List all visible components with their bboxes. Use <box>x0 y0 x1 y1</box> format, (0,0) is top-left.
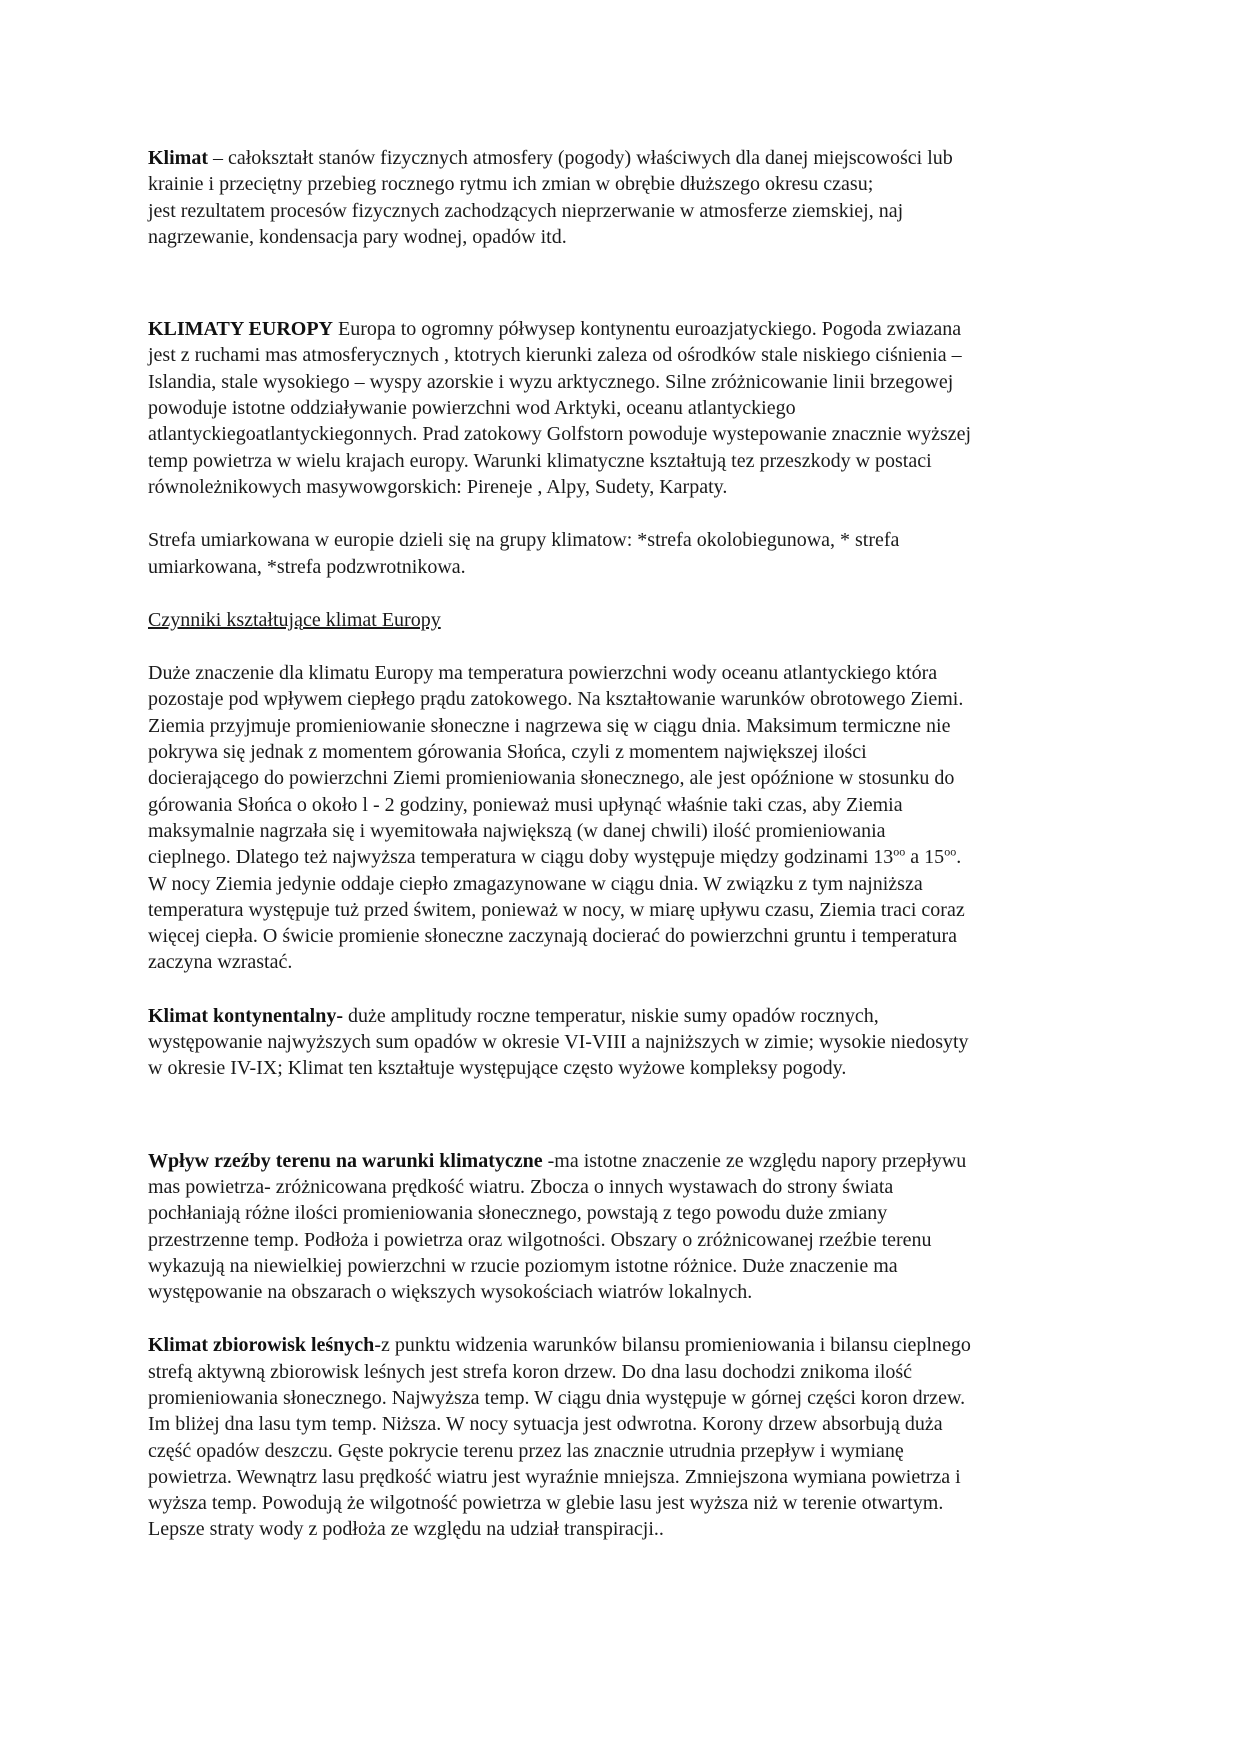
section-heading: Czynniki kształtujące klimat Europy <box>148 608 441 631</box>
term-klimat: Klimat <box>148 147 208 169</box>
term-klimaty-europy: KLIMATY EUROPY <box>148 318 333 341</box>
term-klimat-kontynentalny: Klimat kontynentalny- <box>148 1004 344 1027</box>
paragraph-rzezba-terenu: Wpływ rzeźby terenu na warunki klimatyczne -ma istotne znaczenie ze względu napory przepływu mas powietrza- zróżnicowana prędkość wiatru. Zbocza o innych wystawach do strony świata pochłaniają różne ilości promieniowania słonecznego, powstają z tego powodu duże zmiany przestrzenne temp. Podłoża i powietrza oraz wilgotności. Obszary o zróżnicowanej rzeźbie terenu wykazują na niewielkiej powierzchni w rzucie poziomym istotne różnice. Duże znaczenie ma występowanie na obszarach o większych wysokościach wiatrów lokalnych. <box>148 1149 967 1304</box>
term-zbiorowiska-lesne: Klimat zbiorowisk leśnych <box>148 1334 375 1357</box>
paragraph-czynniki: Duże znaczenie dla klimatu Europy ma temperatura powierzchni wody oceanu atlantyckiego która pozostaje pod wpływem ciepłego prądu zatokowego. Na kształtowanie warunków obrotowego Ziemi. Ziemia przyjmuje promieniowanie słoneczne i nagrzewa się w ciągu dnia. Maksimum termiczne nie pokrywa się jednak z momentem górowania Słońca, czyli z momentem największej ilości docierającego do powierzchni Ziemi promieniowania słonecznego, ale jest opóźnione w stosunku do górowania Słońca o około l - 2 godziny, ponieważ musi upłynąć właśnie taki czas, aby Ziemia maksymalnie nagrzała się i wyemitowała największą (w danej chwili) ilość promieniowania cieplnego. Dlatego też najwyższa temperatura w ciągu doby występuje między godzinami $13^{oo}$ a $15^{oo}$. W nocy Ziemia jedynie oddaje ciepło zmagazynowane w ciągu dnia. W związku z tym najniższa temperatura występuje tuż przed świtem, ponieważ w nocy, w miarę upływu czasu, Ziemia traci coraz więcej ciepła. O świcie promienie słoneczne zaczynają docierać do powierzchni gruntu i temperatura zaczyna wzrastać. <box>148 662 965 974</box>
paragraph-klimaty-europy: KLIMATY EUROPY Europa to ogromny półwysep kontynentu euroazjatyckiego. Pogoda zwiazana jest z ruchami mas atmosferycznych , ktotrych kierunki zaleza od ośrodków stale niskiego ciśnienia – Islandia, stale wysokiego – wyspy azorskie i wyzu arktycznego. Silne zróżnicowanie linii brzegowej powoduje istotne oddziaływanie powierzchni wod Arktyki, oceanu atlantyckiego atlantyckiegoatlantyckiegonnych. Prad zatokowy Golfstorn powoduje wystepowanie znacznie wyższej temp powietrza w wielu krajach europy. Warunki klimatyczne kształtują tez przeszkody w postaci równoleżnikowych masywowgorskich: Pireneje , Alpy, Sudety, Karpaty. <box>148 318 972 498</box>
paragraph-strefa: Strefa umiarkowana w europie dzieli się na grupy klimatow: *strefa okolobiegunowa, * strefa umiarkowana, *strefa podzwrotnikowa. <box>148 529 900 578</box>
document-page <box>148 145 1100 1543</box>
term-rzezba-terenu: Wpływ rzeźby terenu na warunki klimatyczne <box>148 1149 543 1172</box>
paragraph-klimat: Klimat – całokształt stanów fizycznych atmosfery (pogody) właściwych dla danej miejscowości lub krainie i przeciętny przebieg rocznego rytmu ich zmian w obrębie dłuższego okresu czasu; jest rezultatem procesów fizycznych zachodzących nieprzerwanie w atmosferze ziemskiej, naj nagrzewanie, kondensacja pary wodnej, opadów itd. <box>148 147 953 248</box>
paragraph-klimat-kontynentalny: Klimat kontynentalny- duże amplitudy roczne temperatur, niskie sumy opadów rocznych, występowanie najwyższych sum opadów w okresie VI-VIII a najniższych w zimie; wysokie niedosyty w okresie IV-IX; Klimat ten kształtuje występujące często wyżowe kompleksy pogody. <box>148 1004 969 1080</box>
paragraph-zbiorowiska-lesne: Klimat zbiorowisk leśnych-z punktu widzenia warunków bilansu promieniowania i bilansu cieplnego strefą aktywną zbiorowisk leśnych jest strefa koron drzew. Do dna lasu dochodzi znikoma ilość promieniowania słonecznego. Najwyższa temp. W ciągu dnia występuje w górnej części koron drzew. Im bliżej dna lasu tym temp. Niższa. W nocy sytuacja jest odwrotna. Korony drzew absorbują duża część opadów deszczu. Gęste pokrycie terenu przez las znacznie utrudnia przepływ i wymianę powietrza. Wewnątrz lasu prędkość wiatru jest wyraźnie mniejsza. Zmniejszona wymiana powietrza i wyższa temp. Powodują że wilgotność powietrza w glebie lasu jest wyższa niż w terenie otwartym. Lepsze straty wody z podłoża ze względu na udział transpiracji.. <box>148 1334 971 1541</box>
